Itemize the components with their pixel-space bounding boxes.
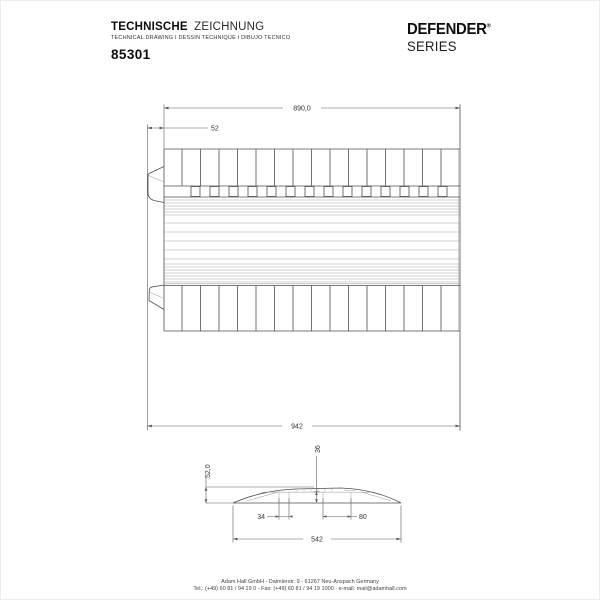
title-secondary: ZEICHNUNG: [194, 21, 265, 33]
dim-52: [147, 126, 219, 133]
connector-tooth: [400, 187, 409, 197]
dim-890-label: 890,0: [293, 105, 311, 113]
section-inner-detail: [247, 488, 391, 503]
dim-52-0-label: 52,0: [205, 464, 212, 478]
footer: [1, 579, 599, 593]
title-subtitle: TECHNICAL DRAWING I DESSIN TECHNIQUE I DIBUJO TECNICO: [111, 35, 291, 41]
connector-tooth: [324, 187, 333, 197]
dim-890: [164, 105, 460, 149]
ramp-body: [164, 149, 460, 331]
product-code: 85301: [111, 47, 151, 62]
dim-80: [323, 499, 367, 522]
connector-tooth: [438, 187, 447, 197]
bottom-ramp-segment-lines: [182, 286, 441, 331]
dim-34-label: 34: [257, 514, 265, 521]
dim-80-label: 80: [359, 514, 367, 521]
connector-tooth: [191, 187, 200, 197]
connector-tooth: [343, 187, 352, 197]
channel-lid-lines: [165, 200, 460, 282]
dim-36: [314, 445, 323, 502]
drawing-canvas: [1, 1, 600, 600]
title-primary: TECHNISCHE: [111, 21, 188, 33]
dim-52-label: 52: [211, 125, 219, 133]
brand-series: SERIES: [407, 39, 457, 54]
connector-tooth: [267, 187, 276, 197]
dim-942: [147, 424, 460, 431]
connector-tooth: [210, 187, 219, 197]
dim-542-label: 542: [311, 536, 323, 544]
section-view: [205, 445, 401, 543]
connector-tooth: [381, 187, 390, 197]
footer-address: Adam Hall GmbH - Daimlerstr. 9 - 61267 Neu-Anspach Germany: [221, 579, 379, 585]
dim-542: [233, 506, 401, 544]
registered-trademark-icon: ®: [486, 23, 491, 30]
connector-teeth: [191, 187, 447, 197]
dim-942-label: 942: [291, 423, 303, 431]
brand-name-text: DEFENDER: [407, 21, 487, 38]
dim-34: [257, 499, 292, 522]
footer-contact: Tel.: (+49) 60 81 / 94 19 0 - Fax: (+49) 60 81 / 94 19 1000 - e-mail: mail@adamhall.com: [193, 586, 407, 592]
connector-tooth: [248, 187, 257, 197]
top-view: [147, 105, 460, 431]
connector-tooth: [305, 187, 314, 197]
connector-tooth: [419, 187, 428, 197]
dim-36-label: 36: [315, 445, 322, 453]
upper-connector-lug: [148, 167, 164, 203]
connector-tooth: [229, 187, 238, 197]
connector-tooth: [286, 187, 295, 197]
lower-connector-lug: [149, 285, 164, 310]
connector-tooth: [362, 187, 371, 197]
top-ramp-segment-lines: [182, 150, 441, 186]
